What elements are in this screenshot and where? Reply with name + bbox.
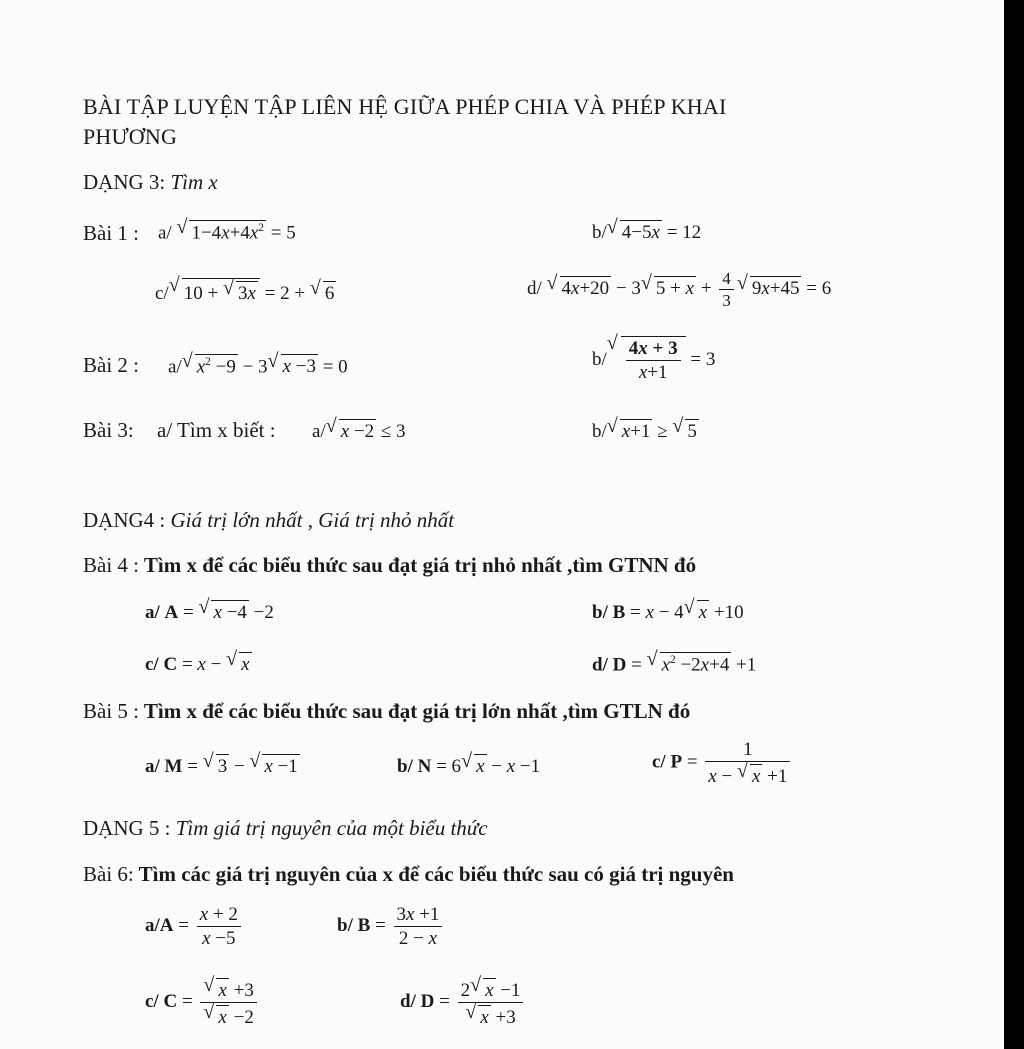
bai6-a-expression: a/A = $\frac{x + 2}{x -5}$ (145, 905, 244, 948)
bai6-c-expression: c/ C = √ x +3 √ x −2 (145, 978, 260, 1027)
title-line-2: PHƯƠNG (83, 124, 178, 149)
bai1-b-equation: b/√ 4−5x = 12 (592, 220, 701, 242)
bai1-c-equation: c/√ 10 + √ 3x = 2 + √ 6 (155, 278, 336, 303)
bai3-label: Bài 3: (83, 418, 134, 442)
bai4-c-expression: c/ C = x − √ x (145, 652, 252, 674)
bai5-heading: Bài 5 : Tìm x để các biểu thức sau đạt giá trị lớn nhất ,tìm GTLN đó (83, 699, 691, 723)
bai3-a-text: a/ Tìm x biết : (157, 418, 276, 442)
bai5-b-expression: b/ N = 6√ x − x −1 (397, 754, 540, 776)
right-edge-band (1004, 0, 1024, 1049)
bai1-label: Bài 1 : (83, 221, 139, 245)
title-line-1: BÀI TẬP LUYỆN TẬP LIÊN HỆ GIỮA PHÉP CHIA VÀ PHÉP KHAI (83, 94, 727, 119)
bai6-b-expression: b/ B = $\frac{3x +1}{2 - x}$ (337, 905, 445, 948)
bai4-d-expression: d/ D = √ $x^2 -2x+4 +1$ (592, 652, 756, 674)
bai4-heading: Bài 4 : Tìm x để các biểu thức sau đạt giá trị nhỏ nhất ,tìm GTNN đó (83, 553, 697, 577)
bai2-b-equation: b/ √ $\frac{4x + 3}{x+1}$ = 3 (592, 336, 715, 382)
bai5-c-expression: c/ P = $\frac{1}{x - √ x +1}$ (652, 740, 793, 786)
dang4-heading: DẠNG4 : Giá trị lớn nhất , Giá trị nhỏ nhất (83, 508, 455, 532)
bai1-d-equation: d/ √ 4x+20 − 3√ 5 + x + $\frac{4}{3}$ √ 9x+45 = 6 (527, 270, 831, 309)
bai2-label: Bài 2 : (83, 353, 139, 377)
bai3-b-inequality: b/√ x+1 ≥ √ 5 (592, 419, 699, 441)
bai4-b-expression: b/ B = x − 4√ x +10 (592, 600, 744, 622)
bai4-a-expression: a/ A = √ x −4 −2 (145, 600, 274, 622)
bai2-a-equation: a/√ $x^2 -9 - 3√$ x −3 = 0 (168, 354, 348, 376)
bai3-a-inequality: a/√ x −2 ≤ 3 (312, 419, 406, 441)
dang3-heading: DẠNG 3: Tìm x (83, 170, 218, 194)
bai6-d-expression: d/ D = 2√ x −1 √ x +3 (400, 978, 526, 1027)
dang5-heading: DẠNG 5 : Tìm giá trị nguyên của một biểu thức (83, 816, 488, 840)
bai1-a-equation: a/ √ $1-4x+4x^2 = 5$ (158, 220, 296, 242)
bai5-a-expression: a/ M = √ 3 − √ x −1 (145, 754, 300, 776)
bai6-heading: Bài 6: Tìm các giá trị nguyên của x để các biểu thức sau có giá trị nguyên (83, 862, 734, 886)
